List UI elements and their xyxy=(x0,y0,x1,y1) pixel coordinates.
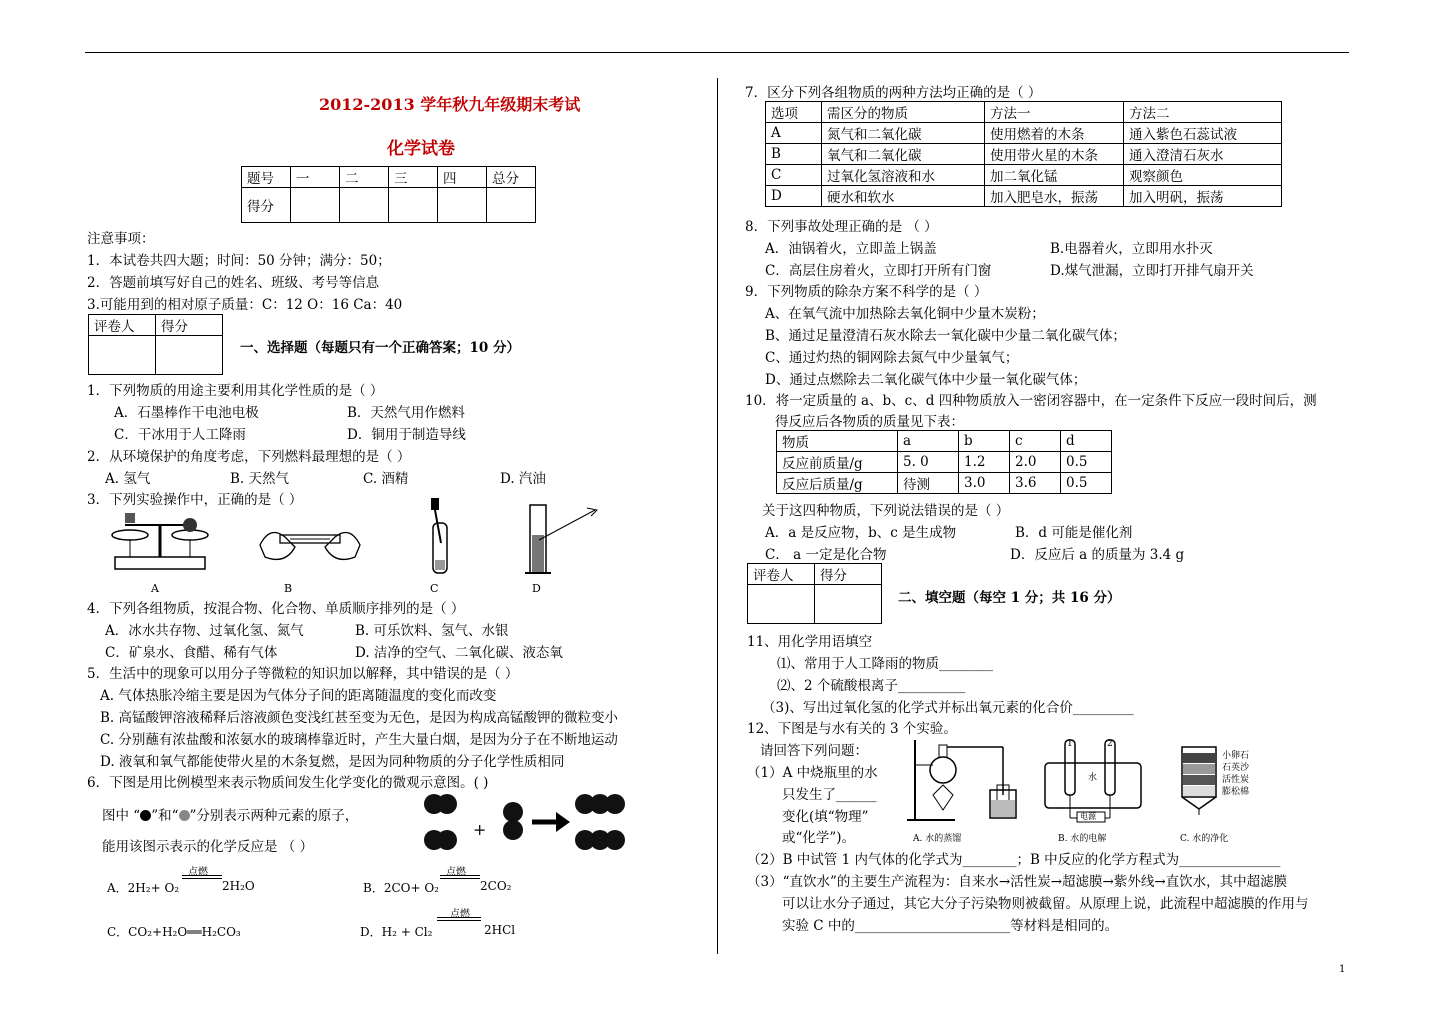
q12-part3-end[interactable]: 实验 C 中的_______________________等材料是相同的。 xyxy=(782,918,1119,934)
q12-layer-label: 活性炭 xyxy=(1222,775,1250,785)
score-cell: 总分 xyxy=(487,167,536,188)
q5-option-b[interactable]: B. 高锰酸钾溶液稀释后溶液颜色变浅红甚至变为无色，是因为构成高锰酸钾的微粒变小 xyxy=(100,710,619,726)
q7-cell: 通入紫色石蕊试液 xyxy=(1124,123,1282,144)
gray-atom-icon xyxy=(179,810,190,821)
q6-a-equals xyxy=(182,875,222,879)
score-input[interactable] xyxy=(291,188,340,223)
q12-layer-label: 小卵石 xyxy=(1222,751,1250,761)
q6-option-c[interactable]: C．CO₂+H₂O══H₂CO₃ xyxy=(107,925,241,939)
q7-table xyxy=(765,101,1282,207)
q7-cell: 使用燃着的木条 xyxy=(985,123,1124,144)
q12-ask: 请回答下列问题： xyxy=(760,743,868,759)
reviewer-label: 评卷人 xyxy=(89,315,156,336)
q6-b-product: 2CO₂ xyxy=(480,879,512,893)
q9-option-c[interactable]: C、通过灼热的铜网除去氮气中少量氧气； xyxy=(765,350,1019,366)
grader-score-label: 得分 xyxy=(815,564,882,585)
q10-cell: 3.0 xyxy=(959,473,1010,494)
q8-option-a[interactable]: A．油锅着火，立即盖上锅盖 xyxy=(765,241,937,257)
q7-cell: 加入肥皂水，振荡 xyxy=(985,186,1124,207)
q11-sub2[interactable]: ⑵、2 个硫酸根离子__________ xyxy=(777,678,966,694)
black-atom-icon xyxy=(140,810,151,821)
q7-cell: 使用带火星的木条 xyxy=(985,144,1124,165)
q12-part1-blank[interactable]: 只发生了______ xyxy=(782,787,877,803)
q10-cell: 反应前质量/g xyxy=(777,452,898,473)
q7-header-cell: 需区分的物质 xyxy=(822,102,985,123)
q12-layer-label: 石英沙 xyxy=(1222,763,1250,773)
q6-option-a[interactable]: A．2H₂+ O₂ xyxy=(107,881,180,895)
q5-stem: 5．生活中的现象可以用分子等微粒的知识加以解释，其中错误的是（ ） xyxy=(87,666,519,682)
q5-option-a[interactable]: A. 气体热胀冷缩主要是因为气体分子间的距离随温度的变化而改变 xyxy=(100,688,497,704)
notice-item: 2．答题前填写好自己的姓名、班级、考号等信息 xyxy=(87,275,380,291)
grader-box-2 xyxy=(747,563,882,624)
q12-part3: （3）“直饮水”的主要生产流程为：自来水→活性炭→超滤膜→紫外线→直饮水，其中超滤膜 xyxy=(747,874,1288,890)
q12-part1-cont: 变化(填“物理” xyxy=(782,809,869,825)
q7-cell: 加二氧化锰 xyxy=(985,165,1124,186)
q6-d-condition: 点燃 xyxy=(450,909,470,920)
q3-figure-a-balance xyxy=(105,505,215,575)
q3-figure-b-test-tube-in-hands xyxy=(255,515,365,570)
q11-stem: 11、用化学用语填空 xyxy=(747,634,873,650)
q10-option-d[interactable]: D．反应后 a 的质量为 3.4 g xyxy=(1010,547,1185,563)
q12-power-label: 电源 xyxy=(1080,812,1096,821)
q4-option-a[interactable]: A．冰水共存物、过氧化氢、氮气 xyxy=(105,623,304,639)
q10-cell: 反应后质量/g xyxy=(777,473,898,494)
notice-heading: 注意事项： xyxy=(87,231,155,247)
q12-part1: （1）A 中烧瓶里的水 xyxy=(747,765,878,781)
q6-a-product: 2H₂O xyxy=(222,879,255,893)
score-cell: 二 xyxy=(340,167,389,188)
q6-option-d[interactable]: D．H₂ + Cl₂ xyxy=(360,925,433,939)
q3-label-c[interactable]: C xyxy=(430,582,439,595)
exam-title: 2012-2013 学年秋九年级期末考试 xyxy=(319,95,581,114)
score-cell: 四 xyxy=(438,167,487,188)
q7-cell: A xyxy=(766,123,822,144)
q10-header-cell: 物质 xyxy=(777,431,898,452)
q1-option-b[interactable]: B．天然气用作燃料 xyxy=(347,405,465,421)
q6-b-condition: 点燃 xyxy=(446,867,466,878)
score-input[interactable] xyxy=(340,188,389,223)
q6-stem: 6．下图是用比例模型来表示物质间发生化学变化的微观示意图。( ) xyxy=(87,775,489,791)
reviewer-label: 评卷人 xyxy=(748,564,815,585)
q6-legend-text: 图中 “ xyxy=(102,808,141,824)
q12-part3-cont: 可以让水分子通过，其它大分子污染物则被截留。从原理上说，此流程中超滤膜的作用与 xyxy=(782,896,1309,912)
q9-stem: 9．下列物质的除杂方案不科学的是（ ） xyxy=(745,284,988,300)
section1-heading: 一、选择题（每题只有一个正确答案；10 分） xyxy=(240,340,520,356)
q1-option-a[interactable]: A．石墨棒作干电池电极 xyxy=(114,405,259,421)
q7-cell: C xyxy=(766,165,822,186)
q10-cell: 3.6 xyxy=(1010,473,1061,494)
q7-cell: 通入澄清石灰水 xyxy=(1124,144,1282,165)
q6-legend-line xyxy=(102,804,358,824)
q12-fig-a-caption: A. 水的蒸馏 xyxy=(913,834,962,844)
q7-cell: 观察颜色 xyxy=(1124,165,1282,186)
q12-fig-c-caption: C. 水的净化 xyxy=(1180,834,1229,844)
page-number: 1 xyxy=(1339,964,1346,975)
q2-option-b[interactable]: B. 天然气 xyxy=(230,471,290,487)
q9-option-b[interactable]: B、通过足量澄清石灰水除去一氧化碳中少量二氧化碳气体； xyxy=(765,328,1126,344)
q6-option-b[interactable]: B．2CO+ O₂ xyxy=(363,881,439,895)
q10-cell: 0.5 xyxy=(1061,452,1112,473)
q2-option-d[interactable]: D. 汽油 xyxy=(500,471,546,487)
q12-stem: 12、下图是与水有关的 3 个实验。 xyxy=(747,721,957,737)
q6-molecule-diagram xyxy=(420,790,630,860)
q1-option-d[interactable]: D．铜用于制造导线 xyxy=(347,427,466,443)
q12-water-label: 水 xyxy=(1088,773,1098,783)
score-cell: 得分 xyxy=(242,188,291,223)
q10-option-c[interactable]: C． a 一定是化合物 xyxy=(765,547,887,563)
q6-legend-text: ”和“ xyxy=(151,808,179,824)
q12-fig-b-caption: B. 水的电解 xyxy=(1058,834,1107,844)
reviewer-input[interactable] xyxy=(748,585,815,624)
q5-option-d[interactable]: D. 液氧和氧气都能使带火星的木条复燃，是因为同种物质的分子化学性质相同 xyxy=(100,754,565,770)
score-input[interactable] xyxy=(438,188,487,223)
grader-score-input[interactable] xyxy=(815,585,882,624)
q7-cell: 加入明矾，振荡 xyxy=(1124,186,1282,207)
q10-ask: 关于这四种物质，下列说法错误的是（ ） xyxy=(762,503,1010,519)
q8-option-b[interactable]: B.电器着火，立即用水扑灭 xyxy=(1050,241,1213,257)
reviewer-input[interactable] xyxy=(89,336,156,375)
grader-score-label: 得分 xyxy=(156,315,223,336)
q6-plus-sign: + xyxy=(473,820,487,839)
q2-option-a[interactable]: A. 氢气 xyxy=(105,471,151,487)
q7-stem: 7．区分下列各组物质的两种方法均正确的是（ ） xyxy=(745,85,1042,101)
q7-header-cell: 选项 xyxy=(766,102,822,123)
grader-score-input[interactable] xyxy=(156,336,223,375)
q12-tube1-label: 1 xyxy=(1067,739,1073,749)
q8-option-d[interactable]: D.煤气泄漏，立即打开排气扇开关 xyxy=(1050,263,1254,279)
q10-table xyxy=(776,430,1112,494)
q7-cell: 氧气和二氧化碳 xyxy=(822,144,985,165)
q7-cell: 硬水和软水 xyxy=(822,186,985,207)
q1-option-c[interactable]: C．干冰用于人工降雨 xyxy=(114,427,246,443)
exam-subtitle: 化学试卷 xyxy=(387,139,455,159)
score-cell: 一 xyxy=(291,167,340,188)
q1-stem: 1．下列物质的用途主要利用其化学性质的是（ ） xyxy=(87,383,384,399)
notice-item: 1．本试卷共四大题；时间：50 分钟；满分：50； xyxy=(87,253,391,269)
q4-option-c[interactable]: C．矿泉水、食醋、稀有气体 xyxy=(105,645,278,661)
q3-figure-d-graduated-cylinder xyxy=(525,500,605,580)
q7-header-cell: 方法二 xyxy=(1124,102,1282,123)
score-table xyxy=(241,166,536,223)
q10-header-cell: a xyxy=(898,431,959,452)
q12-layer-label: 膨松棉 xyxy=(1222,787,1250,797)
q10-cell: 5. 0 xyxy=(898,452,959,473)
q8-stem: 8．下列事故处理正确的是 （ ） xyxy=(745,219,938,235)
score-input[interactable] xyxy=(389,188,438,223)
q10-header-cell: c xyxy=(1010,431,1061,452)
q12-part1-end: 或“化学”)。 xyxy=(782,830,856,846)
q4-option-d[interactable]: D. 洁净的空气、二氧化碳、液态氧 xyxy=(355,645,563,661)
q10-option-b[interactable]: B．d 可能是催化剂 xyxy=(1015,525,1133,541)
q7-cell: 氮气和二氧化碳 xyxy=(822,123,985,144)
q5-option-c[interactable]: C. 分别蘸有浓盐酸和浓氨水的玻璃棒靠近时，产生大量白烟，是因为分子在不断地运动 xyxy=(100,732,618,748)
q12-figure-c-purifier xyxy=(1180,745,1220,815)
q3-label-d[interactable]: D xyxy=(532,582,541,595)
q7-cell: B xyxy=(766,144,822,165)
q6-a-condition: 点燃 xyxy=(188,867,208,878)
q3-figure-c-dropper xyxy=(425,498,465,578)
score-cell: 题号 xyxy=(242,167,291,188)
q10-header-cell: b xyxy=(959,431,1010,452)
score-input[interactable] xyxy=(487,188,536,223)
q7-header-cell: 方法一 xyxy=(985,102,1124,123)
q12-tube2-label: 2 xyxy=(1107,739,1113,749)
section2-heading: 二、填空题（每空 1 分；共 16 分） xyxy=(898,590,1121,606)
q6-b-equals xyxy=(440,875,480,879)
q10-stem-cont: 得反应后各物质的质量见下表： xyxy=(775,414,964,430)
q10-option-a[interactable]: A．a 是反应物，b、c 是生成物 xyxy=(765,525,957,541)
q6-legend-text: ”分别表示两种元素的原子， xyxy=(189,808,359,824)
q6-d-product: 2HCl xyxy=(484,923,516,937)
q10-stem: 10．将一定质量的 a、b、c、d 四种物质放入一密闭容器中，在一定条件下反应一段时间后，测 xyxy=(745,393,1317,409)
notice-item: 3.可能用到的相对原子质量：C：12 O：16 Ca：40 xyxy=(87,297,403,313)
q11-sub3[interactable]: （3)、写出过氧化氢的化学式并标出氧元素的化合价_________ xyxy=(762,700,1134,716)
q10-cell: 0.5 xyxy=(1061,473,1112,494)
q10-cell: 2.0 xyxy=(1010,452,1061,473)
q3-label-a[interactable]: A xyxy=(151,582,159,595)
q4-stem: 4．下列各组物质，按混合物、化合物、单质顺序排列的是（ ） xyxy=(87,601,465,617)
q4-option-b[interactable]: B. 可乐饮料、氢气、水银 xyxy=(355,623,509,639)
grader-box xyxy=(88,314,223,375)
q7-cell: 过氧化氢溶液和水 xyxy=(822,165,985,186)
q7-cell: D xyxy=(766,186,822,207)
q2-stem: 2．从环境保护的角度考虑，下列燃料最理想的是（ ） xyxy=(87,449,411,465)
q12-part2[interactable]: （2）B 中试管 1 内气体的化学式为________；B 中反应的化学方程式为_______________ xyxy=(747,852,1281,868)
header-rule xyxy=(85,52,1349,53)
q12-figure-a-distillation xyxy=(905,735,1025,825)
q10-cell: 待测 xyxy=(898,473,959,494)
q2-option-c[interactable]: C. 酒精 xyxy=(363,471,409,487)
q8-option-c[interactable]: C．高层住房着火，立即打开所有门窗 xyxy=(765,263,992,279)
q10-header-cell: d xyxy=(1061,431,1112,452)
q6-d-equals xyxy=(437,917,481,921)
q10-cell: 1.2 xyxy=(959,452,1010,473)
column-divider xyxy=(717,78,718,954)
q3-label-b[interactable]: B xyxy=(284,582,293,595)
q9-option-a[interactable]: A、在氧气流中加热除去氧化铜中少量木炭粉； xyxy=(765,306,1045,322)
q3-stem: 3．下列实验操作中，正确的是（ ） xyxy=(87,492,303,508)
q6-line2: 能用该图示表示的化学反应是 （ ） xyxy=(102,839,314,855)
score-cell: 三 xyxy=(389,167,438,188)
q9-option-d[interactable]: D、通过点燃除去二氧化碳气体中少量一氧化碳气体； xyxy=(765,372,1087,388)
q11-sub1[interactable]: ⑴、常用于人工降雨的物质________ xyxy=(777,656,993,672)
